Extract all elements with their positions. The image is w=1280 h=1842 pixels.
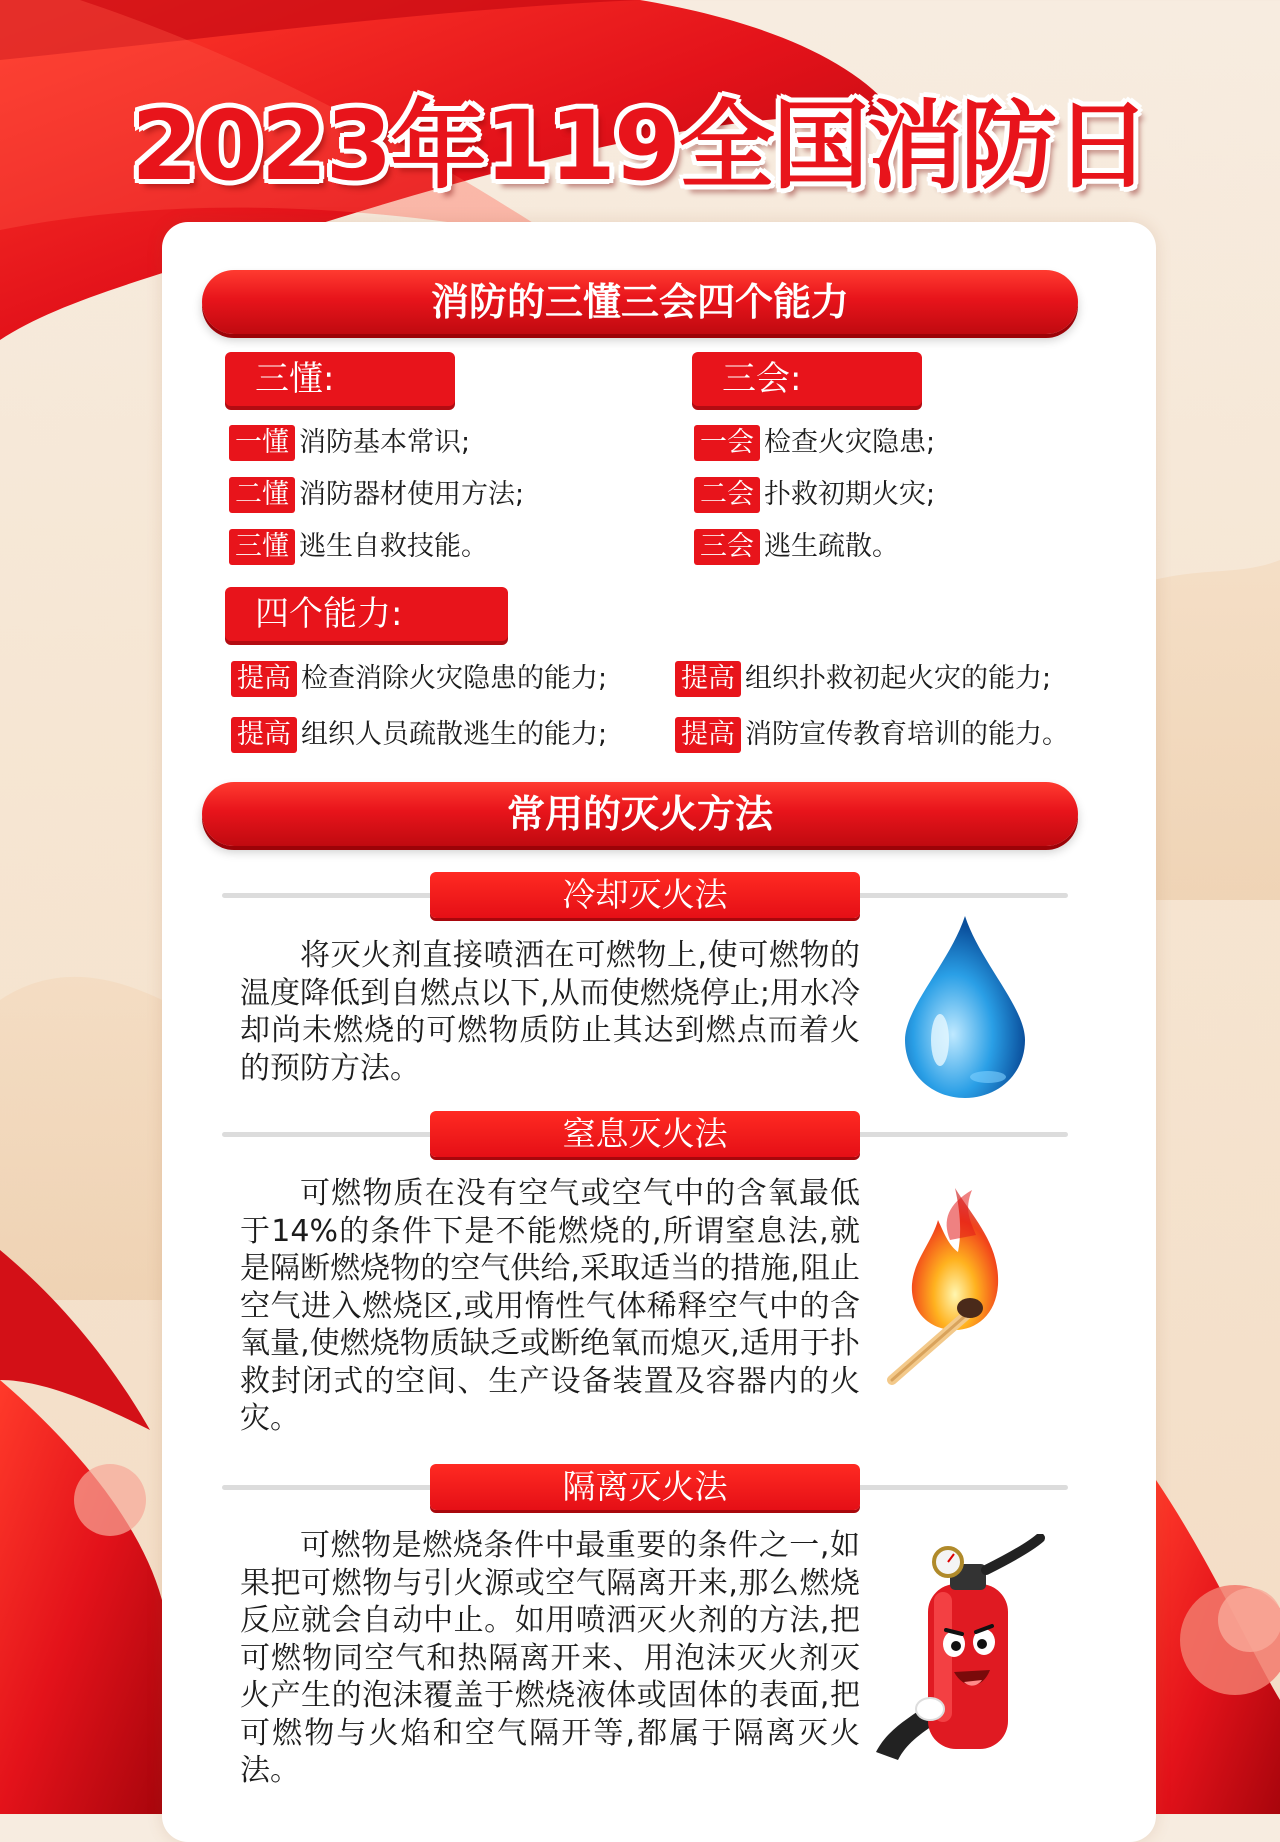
heading-san-dong: 三懂: — [225, 352, 455, 406]
san-dong-item — [229, 424, 470, 462]
san-dong-item — [229, 528, 488, 566]
method-text-cooling: 将灭火剂直接喷洒在可燃物上,使可燃物的温度降低到自燃点以下,从而使燃烧停止;用水冷却尚未燃烧的可燃物质防止其达到燃点而着火的预防方法。 — [240, 938, 860, 1086]
item-tag: 二会 — [694, 477, 760, 513]
item-text: 检查消除火灾隐患的能力; — [301, 663, 608, 694]
san-hui-item — [694, 528, 899, 566]
fire-extinguisher-mascot-icon — [868, 1534, 1048, 1764]
item-text: 扑救初期火灾; — [764, 479, 936, 510]
ability-item — [675, 716, 1069, 754]
method-text-isolation: 可燃物是燃烧条件中最重要的条件之一,如果把可燃物与引火源或空气隔离开来,那么燃烧反应就会自动中止。如用喷洒灭火剂的方法,把可燃物同空气和热隔离开来、用泡沫灭火剂灭火产生的泡沫覆盖于燃烧液体或固体的表面,把可燃物与火焰和空气隔开等,都属于隔离灭火法。 — [240, 1528, 860, 1788]
item-tag: 一懂 — [229, 425, 295, 461]
water-drop-icon — [900, 912, 1030, 1102]
item-text: 组织扑救初起火灾的能力; — [745, 663, 1052, 694]
heading-four-abilities: 四个能力: — [225, 587, 508, 641]
item-tag: 二懂 — [229, 477, 295, 513]
item-tag: 三会 — [694, 529, 760, 565]
item-text: 逃生疏散。 — [764, 531, 899, 562]
burning-match-icon — [880, 1180, 1030, 1390]
item-tag: 提高 — [675, 717, 741, 753]
item-text: 消防宣传教育培训的能力。 — [745, 719, 1069, 750]
item-tag: 三懂 — [229, 529, 295, 565]
method-title-cooling: 冷却灭火法 — [430, 872, 860, 918]
san-dong-item — [229, 476, 524, 514]
method-title-smothering: 窒息灭火法 — [430, 1111, 860, 1157]
item-tag: 提高 — [231, 717, 297, 753]
ability-item — [231, 716, 607, 754]
ability-item — [675, 660, 1051, 698]
method-text-smothering: 可燃物质在没有空气或空气中的含氧最低于14%的条件下是不能燃烧的,所谓窒息法,就是隔断燃烧物的空气供给,采取适当的措施,阻止空气进入燃烧区,或用惰性气体稀释空气中的含氧量,使燃烧物质缺乏或断绝氧而熄灭,适用于扑救封闭式的空间、生产设备装置及容器内的火灾。 — [240, 1176, 860, 1436]
section-banner-abilities: 消防的三懂三会四个能力 — [202, 270, 1078, 334]
item-tag: 提高 — [231, 661, 297, 697]
item-text: 检查火灾隐患; — [764, 427, 936, 458]
san-hui-item — [694, 476, 935, 514]
ability-item — [231, 660, 607, 698]
item-text: 逃生自救技能。 — [299, 531, 488, 562]
item-text: 消防基本常识; — [299, 427, 471, 458]
section-banner-methods: 常用的灭火方法 — [202, 782, 1078, 846]
page-title: 2023年119全国消防日 — [131, 90, 1149, 202]
item-tag: 提高 — [675, 661, 741, 697]
item-text: 组织人员疏散逃生的能力; — [301, 719, 608, 750]
san-hui-item — [694, 424, 935, 462]
method-title-isolation: 隔离灭火法 — [430, 1464, 860, 1510]
heading-san-hui: 三会: — [692, 352, 922, 406]
item-tag: 一会 — [694, 425, 760, 461]
item-text: 消防器材使用方法; — [299, 479, 525, 510]
